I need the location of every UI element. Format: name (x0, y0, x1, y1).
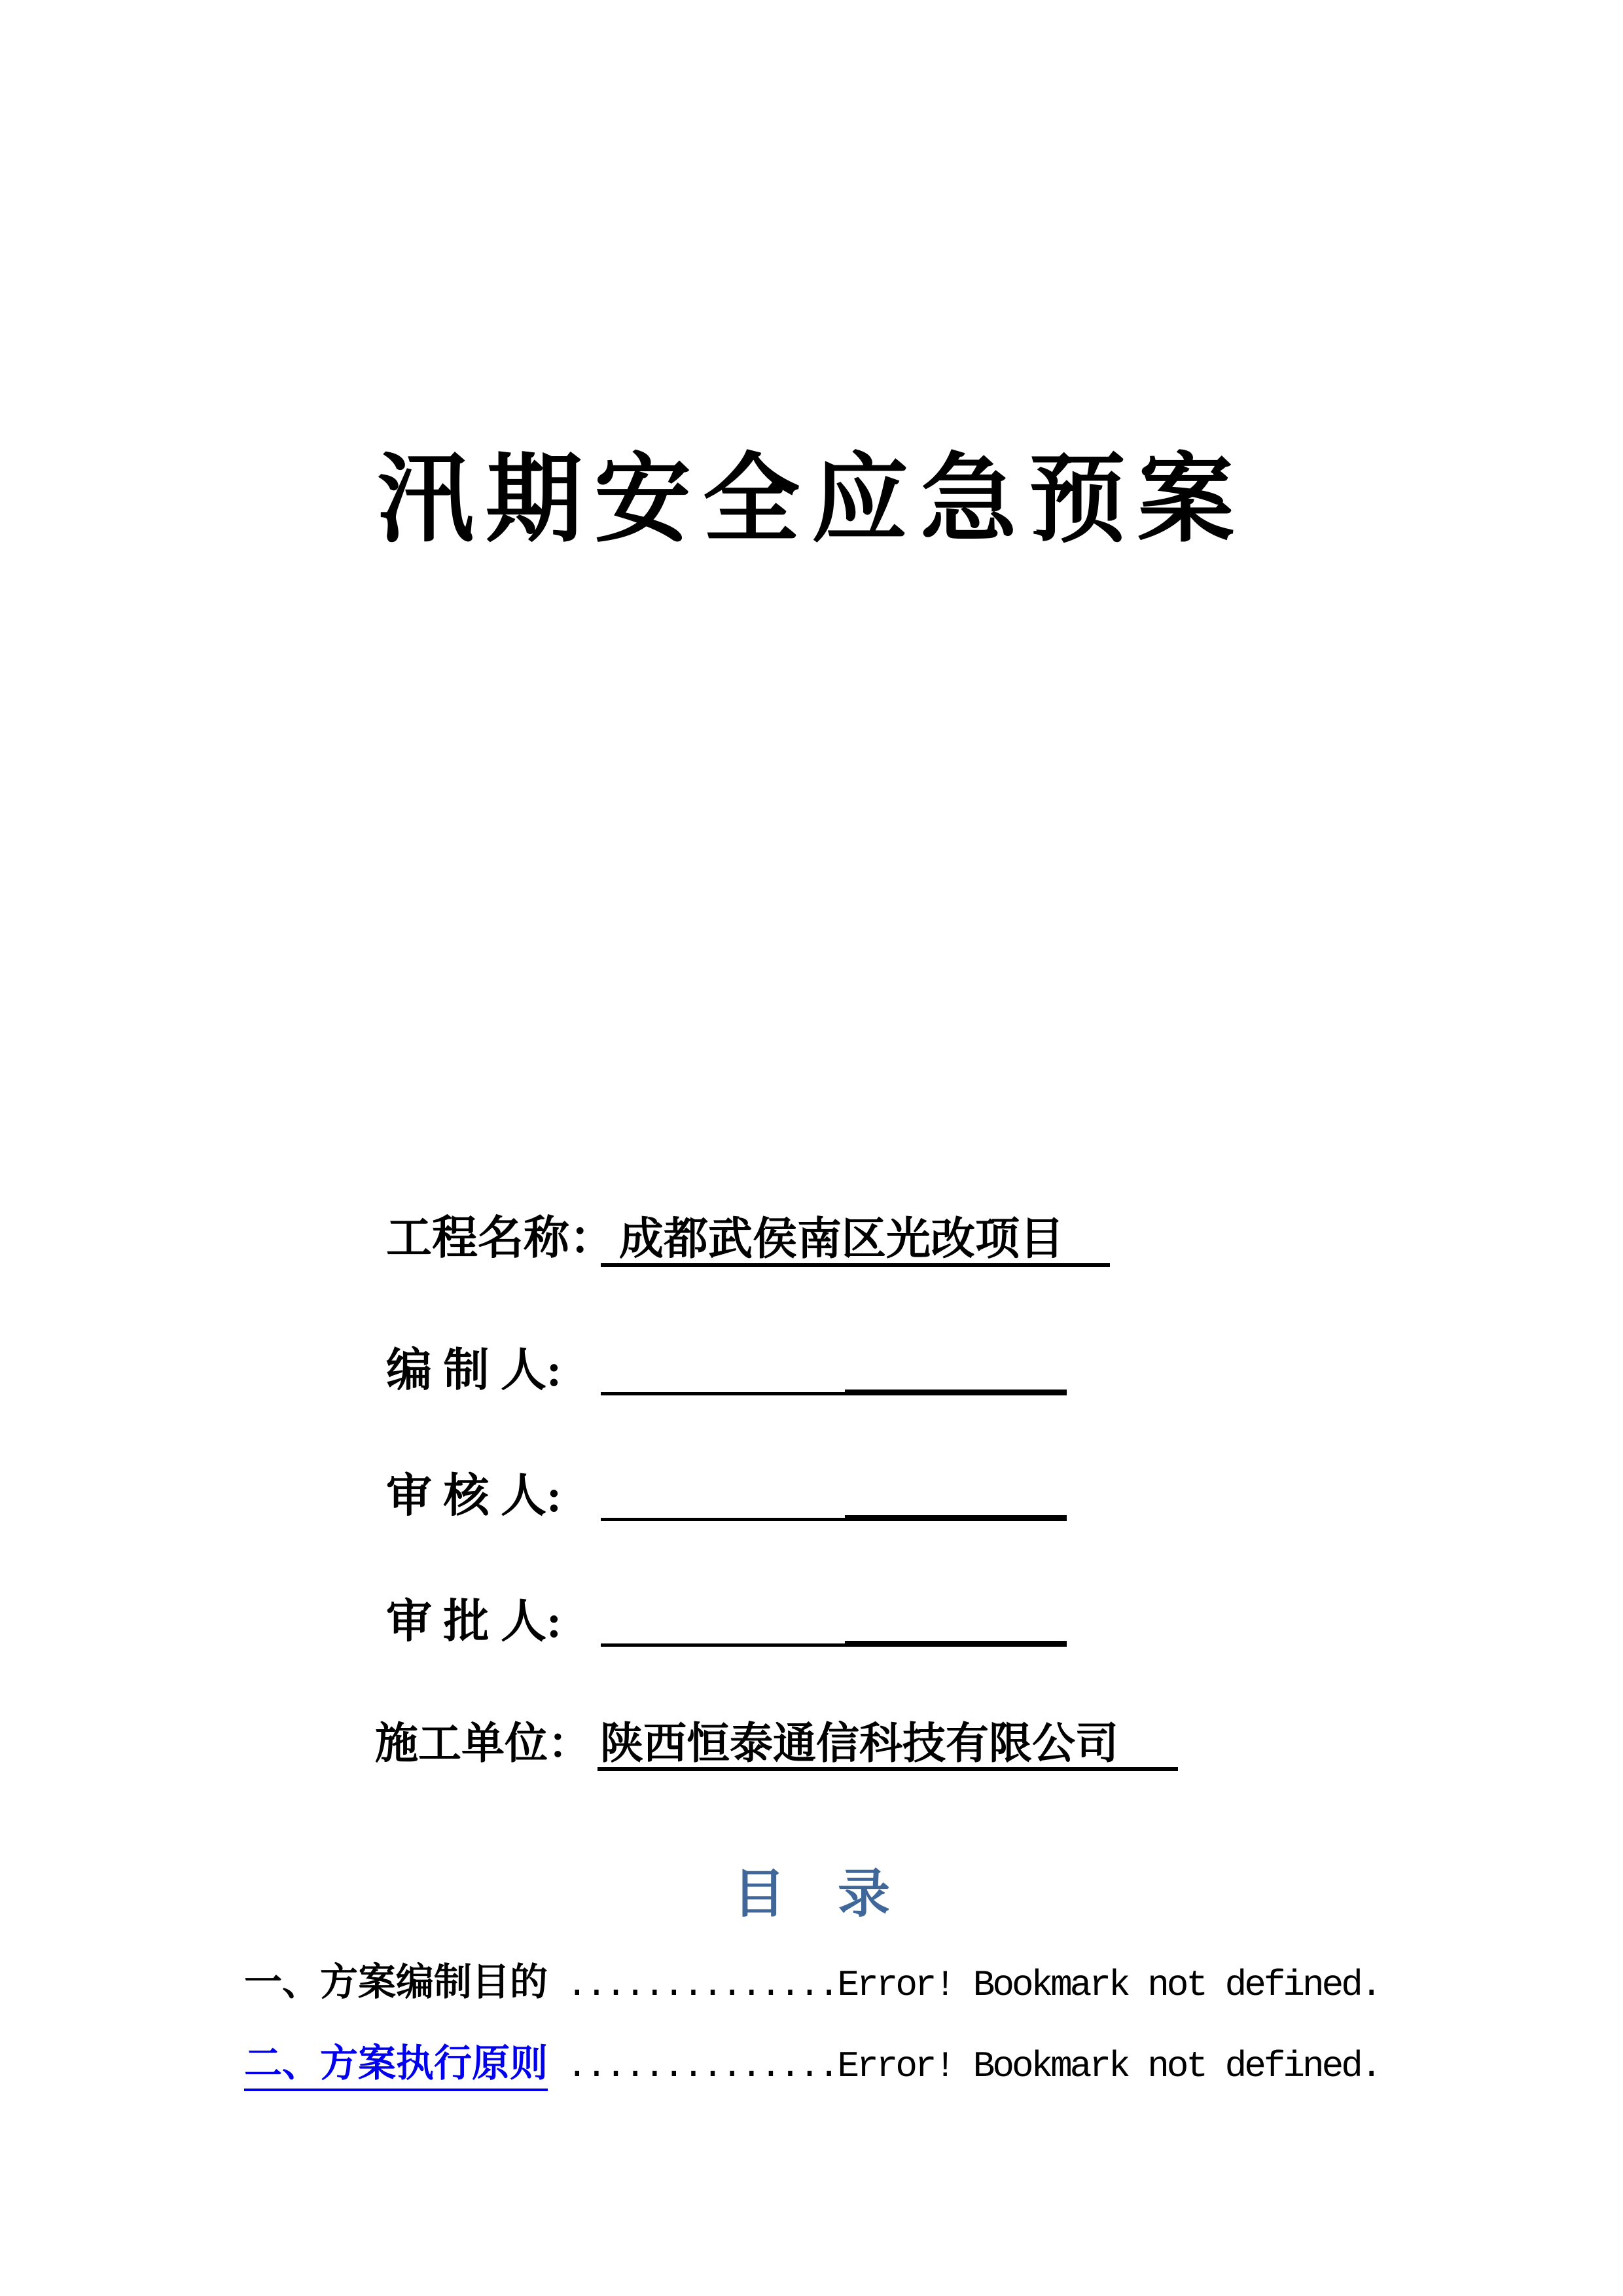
toc-entry (244, 1961, 1380, 2007)
toc-entry-2-link[interactable]: 二、方案执行原则 (244, 2042, 548, 2091)
toc-heading: 目 录 (733, 1866, 890, 1924)
reviewer-blank-line-segment-2 (845, 1515, 1067, 1521)
toc-entry-1-label: 一、方案编制目的 (244, 1961, 548, 2003)
approver-blank-line-segment-1 (601, 1643, 845, 1647)
project-name-value: 成都武侯南区光改项目 (601, 1213, 1110, 1267)
toc-entry-1-dots: .............. (566, 1964, 838, 2006)
construction-unit-label: 施工单位： (375, 1720, 591, 1768)
document-title: 汛期安全应急预案 (377, 447, 1246, 554)
toc-entry-2-dots: .............. (566, 2045, 838, 2087)
preparer-blank-line-segment-1 (601, 1392, 845, 1395)
approver-blank-line-segment-2 (845, 1641, 1067, 1647)
project-name-label: 工程名称： (386, 1213, 615, 1264)
reviewer-blank-line-segment-1 (601, 1518, 845, 1521)
approver-label: 审 批 人: (386, 1597, 562, 1647)
reviewer-label: 审 核 人: (386, 1471, 562, 1522)
preparer-blank-line-segment-2 (845, 1390, 1067, 1395)
toc-entry-2-pageref: Error! Bookmark not defined. (837, 2045, 1380, 2087)
toc-entry-1-pageref: Error! Bookmark not defined. (837, 1964, 1380, 2006)
construction-unit-value: 陕西恒泰通信科技有限公司 (597, 1720, 1178, 1771)
preparer-label: 编 制 人: (386, 1346, 562, 1396)
toc-entry (244, 2042, 1380, 2088)
